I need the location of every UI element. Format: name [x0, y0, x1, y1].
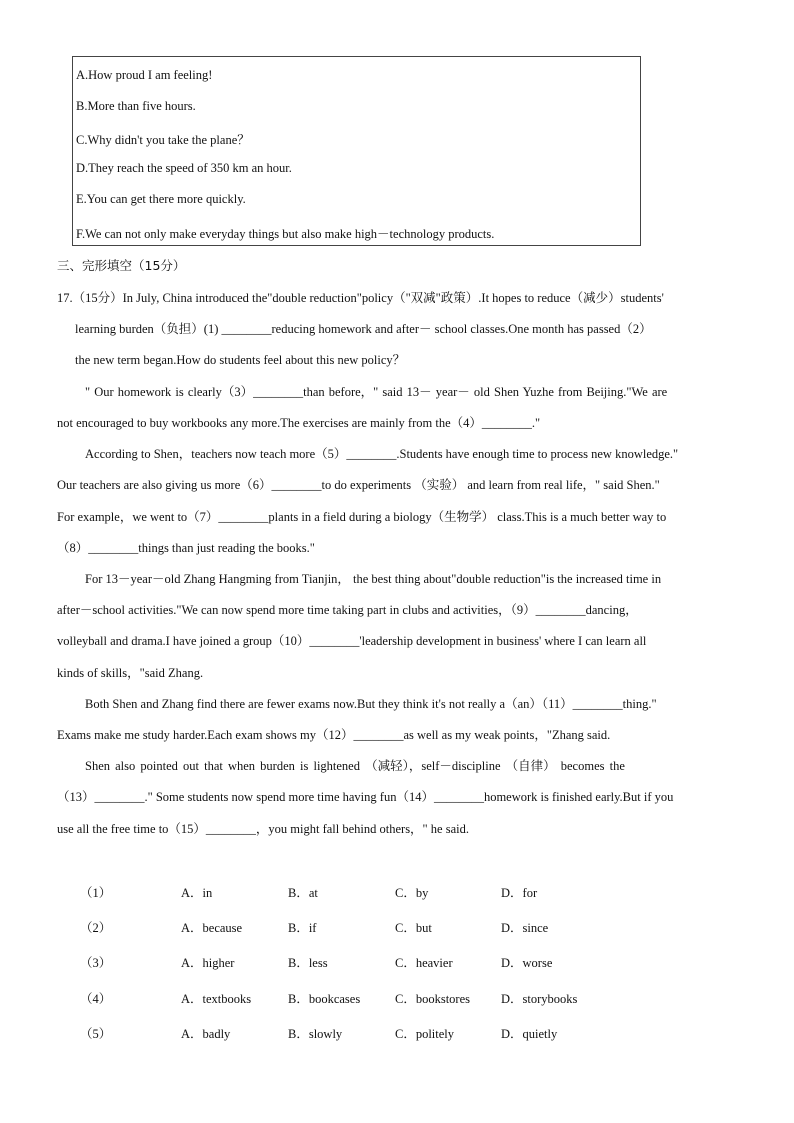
passage-line: Shen also pointed out that when burden is lightened （减轻），self－discipline （自律） becomes the [85, 759, 625, 773]
passage-line: " Our homework is clearly（3）________than before，" said 13－ year－ old Shen Yuzhe from Beijing."We are [85, 385, 668, 399]
choice-d[interactable]: D．storybooks [501, 992, 578, 1006]
choice-a[interactable]: A．because [181, 921, 243, 935]
choice-b[interactable]: B．bookcases [288, 992, 361, 1006]
choice-a[interactable]: A．in [181, 886, 213, 900]
passage-line: Our teachers are also giving us more（6）________to do experiments （实验） and learn from real life，" said Shen." [57, 478, 660, 492]
passage-line: For example，we went to（7）________plants in a field during a biology（生物学） class.This is a much better way to [57, 510, 667, 524]
choice-b[interactable]: B．less [288, 956, 328, 970]
choice-c[interactable]: C．by [395, 886, 429, 900]
choice-b[interactable]: B．at [288, 886, 318, 900]
choice-b[interactable]: B．slowly [288, 1027, 343, 1041]
answer-number: （4） [80, 992, 112, 1006]
option-f: F.We can not only make everyday things but also make high－technology products. [76, 227, 495, 241]
answer-number: （2） [80, 921, 112, 935]
passage-line: after－school activities."We can now spend more time taking part in clubs and activities，（9）________dancing， [57, 603, 638, 617]
passage-line: According to Shen，teachers now teach more（5）________.Students have enough time to process new knowledge." [85, 447, 679, 461]
choice-a[interactable]: A．textbooks [181, 992, 252, 1006]
choice-b[interactable]: B．if [288, 921, 317, 935]
answer-number: （5） [80, 1027, 112, 1041]
answer-row-1 [80, 883, 640, 901]
passage-line: volleyball and drama.I have joined a group（10）________'leadership development in business' where I can learn all [57, 634, 647, 648]
choice-c[interactable]: C．politely [395, 1027, 455, 1041]
option-a: A.How proud I am feeling! [76, 68, 213, 82]
passage-line: use all the free time to（15）________，you might fall behind others，" he said. [57, 822, 469, 836]
answer-number: （1） [80, 886, 112, 900]
option-e: E.You can get there more quickly. [76, 192, 246, 206]
choice-c[interactable]: C．but [395, 921, 432, 935]
passage-line: （8）________things than just reading the books." [57, 541, 315, 555]
passage-line: not encouraged to buy workbooks any more.The exercises are mainly from the（4）________." [57, 416, 541, 430]
choice-d[interactable]: D．quietly [501, 1027, 558, 1041]
choice-d[interactable]: D．for [501, 886, 538, 900]
answer-row-5 [80, 1024, 640, 1042]
choice-c[interactable]: C．heavier [395, 956, 453, 970]
answer-row-4 [80, 989, 640, 1007]
answer-row-3 [80, 953, 640, 971]
passage-line: learning burden（负担）(1) ________reducing homework and after－ school classes.One month has passed（2） [75, 322, 652, 336]
passage-line: For 13－year－old Zhang Hangming from Tianjin， the best thing about"double reduction"is the increased time in [85, 572, 662, 586]
options-box [72, 56, 641, 246]
passage-line: （13）________." Some students now spend more time having fun（14）________homework is finished early.But if you [57, 790, 674, 804]
choice-c[interactable]: C．bookstores [395, 992, 471, 1006]
option-c: C.Why didn't you take the plane？ [76, 133, 250, 147]
choice-a[interactable]: A．higher [181, 956, 235, 970]
passage-line: kinds of skills，"said Zhang. [57, 666, 204, 680]
choice-d[interactable]: D．worse [501, 956, 553, 970]
passage-line: the new term began.How do students feel about this new policy？ [75, 353, 406, 367]
choice-a[interactable]: A．badly [181, 1027, 231, 1041]
section-title: 三、完形填空（15分） [57, 258, 186, 273]
passage-line: Exams make me study harder.Each exam shows my（12）________as well as my weak points，"Zhang said. [57, 728, 611, 742]
option-d: D.They reach the speed of 350 km an hour. [76, 161, 292, 175]
answer-row-2 [80, 918, 640, 936]
passage-line: Both Shen and Zhang find there are fewer exams now.But they think it's not really a（an）（11）________thing." [85, 697, 657, 711]
passage-line: 17.（15分）In July, China introduced the"double reduction"policy（"双减"政策）.It hopes to reduce（减少）students' [57, 291, 664, 305]
answer-number: （3） [80, 956, 112, 970]
choice-d[interactable]: D．since [501, 921, 549, 935]
option-b: B.More than five hours. [76, 99, 196, 113]
